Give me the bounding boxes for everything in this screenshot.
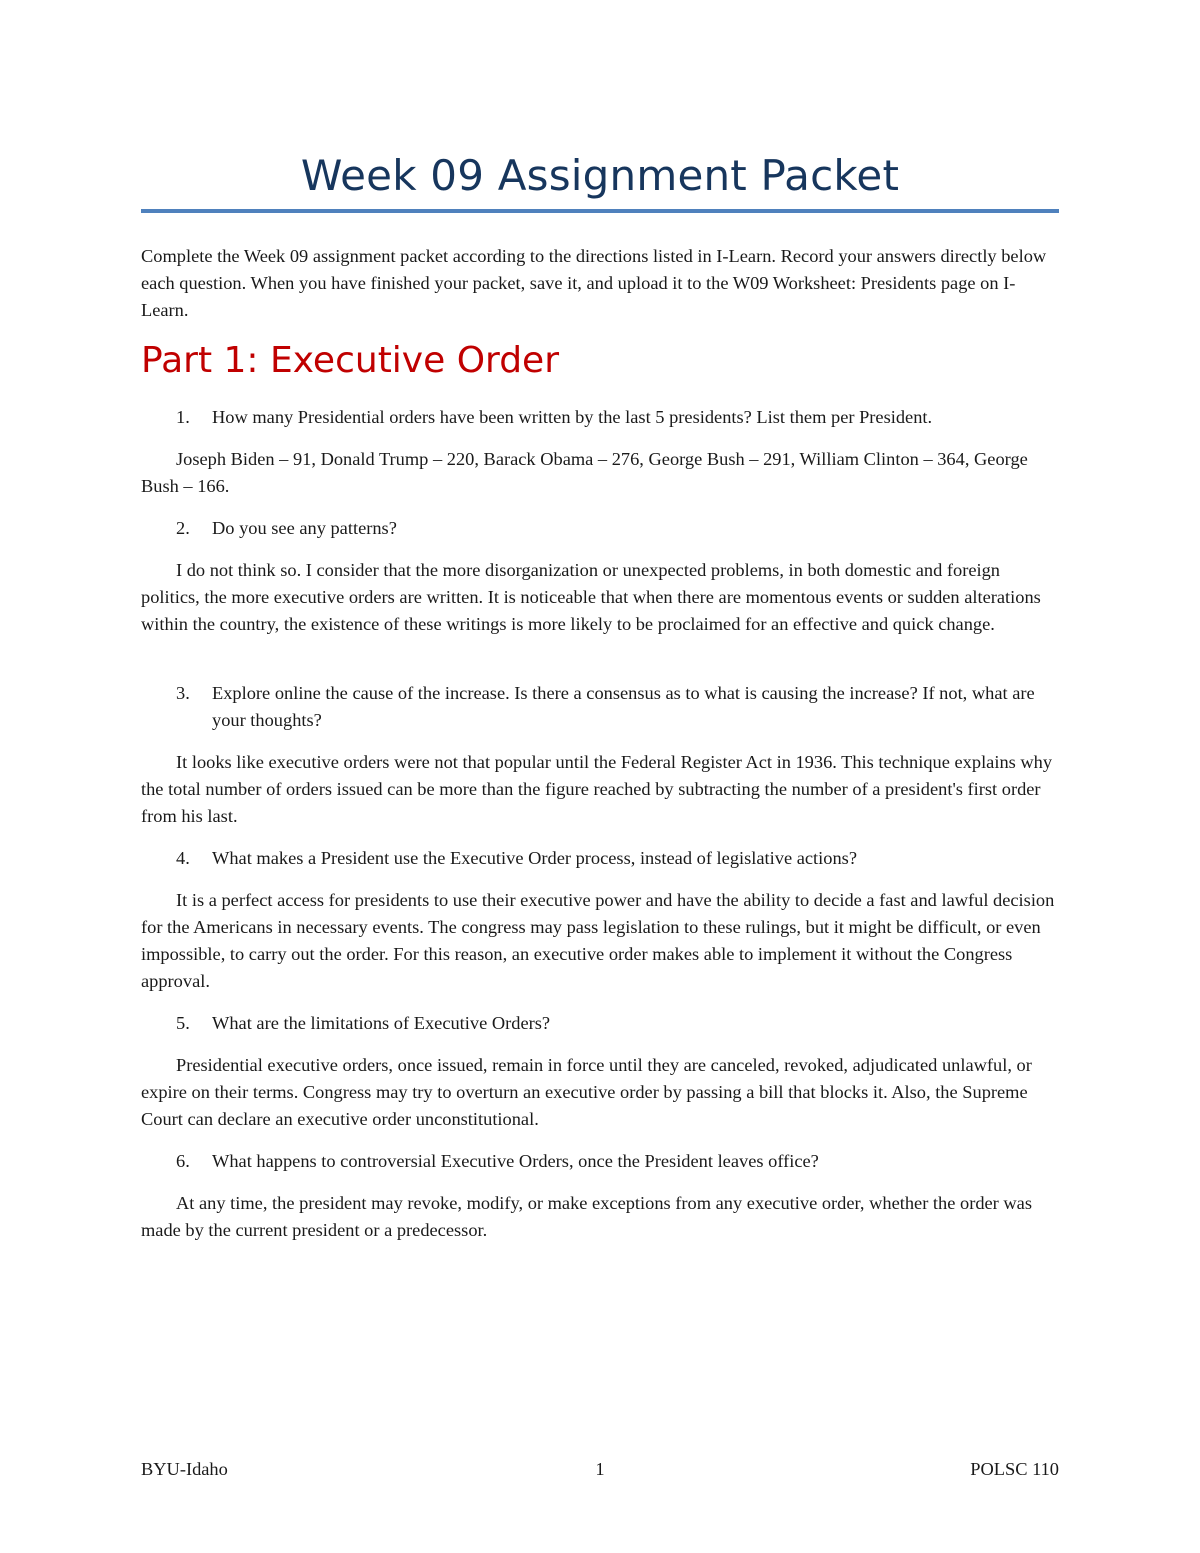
question-block-4	[141, 845, 1059, 872]
question-3	[141, 680, 1059, 734]
question-block-1	[141, 404, 1059, 431]
answer-block-6	[141, 1190, 1059, 1244]
question-block-2	[141, 515, 1059, 542]
answer-block-3	[141, 749, 1059, 830]
question-5	[141, 1010, 1059, 1037]
question-number: 4.	[176, 848, 190, 868]
question-number: 3.	[176, 683, 190, 703]
answer-block-1	[141, 446, 1059, 500]
question-number: 2.	[176, 518, 190, 538]
question-4	[141, 845, 1059, 872]
question-number: 5.	[176, 1013, 190, 1033]
answer-block-4	[141, 887, 1059, 995]
answer-3: It looks like executive orders were not that popular until the Federal Register Act in 1936. This technique explains why the total number of orders issued can be more than the figure reached by subtracting the number of a president's first order from his last.	[141, 752, 1053, 826]
question-text: What are the limitations of Executive Orders?	[212, 1013, 551, 1033]
question-block-3	[141, 680, 1059, 734]
page-title: Week 09 Assignment Packet	[300, 151, 900, 200]
question-text: How many Presidential orders have been written by the last 5 presidents? List them per President.	[212, 407, 933, 427]
answer-6: At any time, the president may revoke, modify, or make exceptions from any executive order, whether the order was made by the current president or a predecessor.	[141, 1193, 1032, 1240]
page-footer	[141, 1459, 1059, 1486]
question-number: 6.	[176, 1151, 190, 1171]
answer-5: Presidential executive orders, once issued, remain in force until they are canceled, revoked, adjudicated unlawful, or expire on their terms. Congress may try to overturn an executive order by passing a bill that blocks it. Also, the Supreme Court can declare an executive order unconstitutional.	[141, 1055, 1032, 1129]
answer-4: It is a perfect access for presidents to use their executive power and have the ability to decide a fast and lawful decision for the Americans in necessary events. The congress may pass legislation to these rulings, but it might be difficult, or even impossible, to carry out the order. For this reason, an executive order makes able to implement it without the Congress approval.	[141, 890, 1055, 991]
section-heading-part-1: Part 1: Executive Order	[141, 340, 560, 381]
question-text: What makes a President use the Executive Order process, instead of legislative actions?	[212, 848, 857, 868]
question-6	[141, 1148, 1059, 1175]
question-block-6	[141, 1148, 1059, 1175]
question-block-5	[141, 1010, 1059, 1037]
footer-institution: BYU-Idaho	[141, 1459, 228, 1479]
question-text: What happens to controversial Executive Orders, once the President leaves office?	[212, 1151, 819, 1171]
question-2	[141, 515, 1059, 542]
footer-page-number: 1	[595, 1459, 605, 1479]
intro-paragraph: Complete the Week 09 assignment packet according to the directions listed in I-Learn. Record your answers directly below each question. When you have finished your packet, save it, and upload it to the W09 Worksheet: Presidents page on I-Learn.	[141, 246, 1047, 320]
title-underline-divider	[141, 209, 1059, 213]
footer-course-code: POLSC 110	[970, 1459, 1059, 1479]
answer-2: I do not think so. I consider that the more disorganization or unexpected problems, in both domestic and foreign politics, the more executive orders are written. It is noticeable that when there are momentous events or sudden alterations within the country, the existence of these writings is more likely to be proclaimed for an effective and quick change.	[141, 560, 1041, 634]
answer-block-2	[141, 557, 1059, 638]
answer-block-5	[141, 1052, 1059, 1133]
answer-1: Joseph Biden – 91, Donald Trump – 220, Barack Obama – 276, George Bush – 291, William Clinton – 364, George Bush – 166.	[141, 449, 1028, 496]
question-text: Do you see any patterns?	[212, 518, 397, 538]
question-1	[141, 404, 1059, 431]
question-text: Explore online the cause of the increase. Is there a consensus as to what is causing the increase? If not, what are your thoughts?	[212, 683, 1035, 730]
question-number: 1.	[176, 407, 190, 427]
